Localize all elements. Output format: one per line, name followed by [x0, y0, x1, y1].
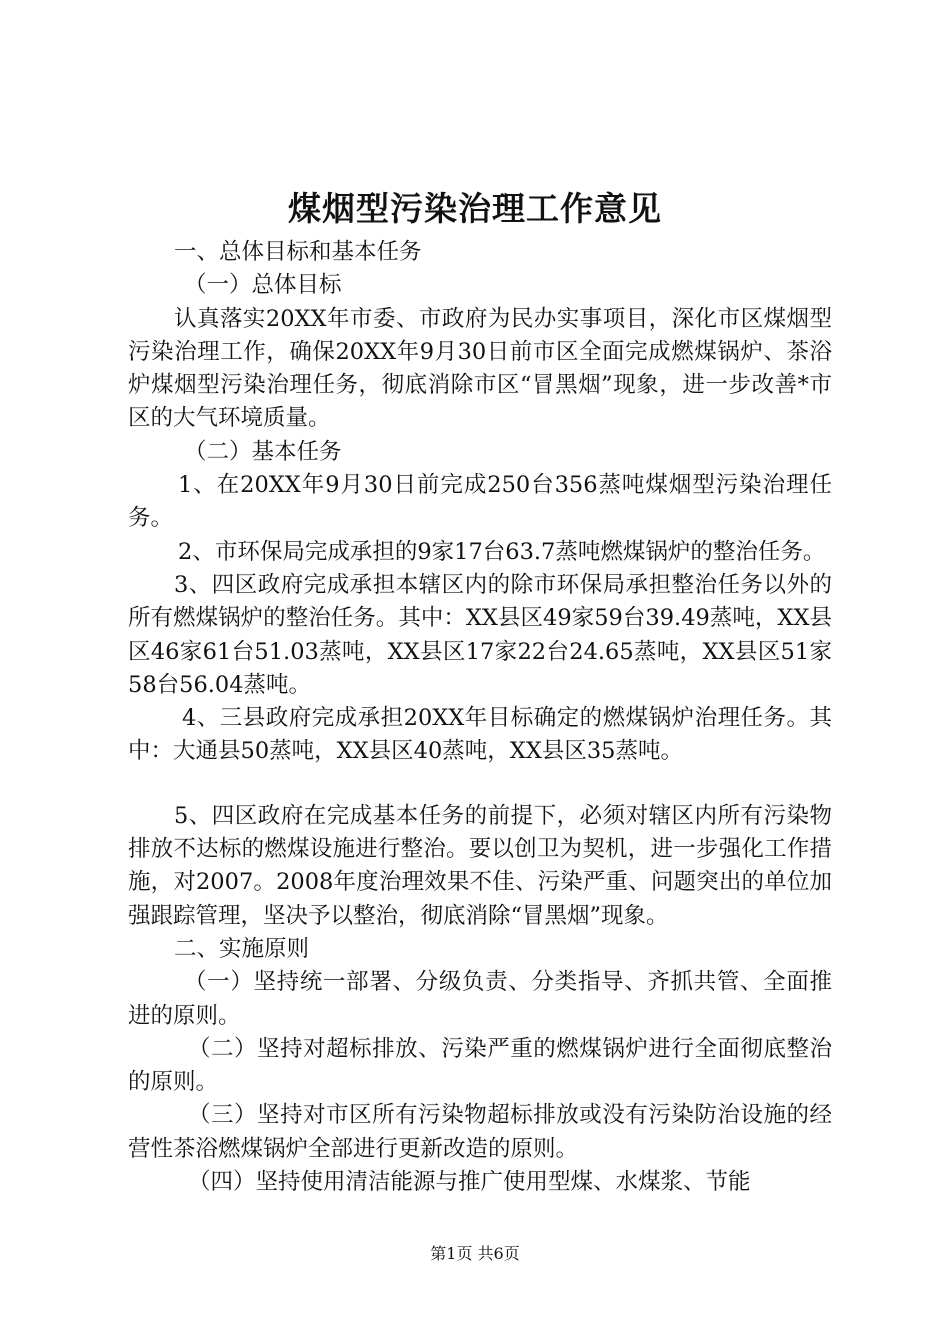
task-item-4: 4、三县政府完成承担20XX年目标确定的燃煤锅炉治理任务。其中：大通县50蒸吨，XX县区40蒸吨，XX县区35蒸吨。 [128, 705, 832, 765]
task-item-5: 5、四区政府在完成基本任务的前提下，必须对辖区内所有污染物排放不达标的燃煤设施进行整治。要以创卫为契机，进一步强化工作措施，对2007。2008年度治理效果不佳、污染严重、问题突出的单位加强跟踪管理，坚决予以整治，彻底消除“冒黑烟”现象。 [128, 802, 832, 929]
principle-item-1: （一）坚持统一部署、分级负责、分类指导、齐抓共管、全面推进的原则。 [128, 969, 832, 1029]
task-item-1: 1、在20XX年9月30日前完成250台356蒸吨煤烟型污染治理任务。 [128, 472, 832, 532]
section-heading-1: 一、总体目标和基本任务 [174, 239, 422, 265]
document-body [128, 236, 832, 1199]
task-item-2: 2、市环保局完成承担的9家17台63.7蒸吨燃煤锅炉的整治任务。 [178, 538, 826, 565]
principle-item-2: （二）坚持对超标排放、污染严重的燃煤锅炉进行全面彻底整治的原则。 [128, 1035, 832, 1096]
principle-item-3: （三）坚持对市区所有污染物超标排放或没有污染防治设施的经营性茶浴燃煤锅炉全部进行更新改造的原则。 [128, 1102, 832, 1162]
paragraph-overall-goal: 认真落实20XX年市委、市政府为民办实事项目，深化市区煤烟型污染治理工作，确保20XX年9月30日前市区全面完成燃煤锅炉、茶浴炉煤烟型污染治理任务，彻底消除市区“冒黑烟”现象，进一步改善*市区的大气环境质量。 [128, 305, 832, 432]
task-item-3: 3、四区政府完成承担本辖区内的除市环保局承担整治任务以外的所有燃煤锅炉的整治任务。其中：XX县区49家59台39.49蒸吨，XX县区46家61台51.03蒸吨，XX县区17家22台24.65蒸吨，XX县区51家58台56.04蒸吨。 [128, 571, 832, 698]
principle-item-4: （四）坚持使用清洁能源与推广使用型煤、水煤浆、节能 [188, 1169, 751, 1196]
subsection-heading-basic-tasks: （二）基本任务 [184, 438, 342, 465]
subsection-heading-overall-goal: （一）总体目标 [184, 272, 342, 299]
document-title: 煤烟型污染治理工作意见 [288, 189, 662, 228]
section-heading-2: 二、实施原则 [174, 935, 310, 962]
page-number: 第1页 共6页 [430, 1244, 520, 1263]
